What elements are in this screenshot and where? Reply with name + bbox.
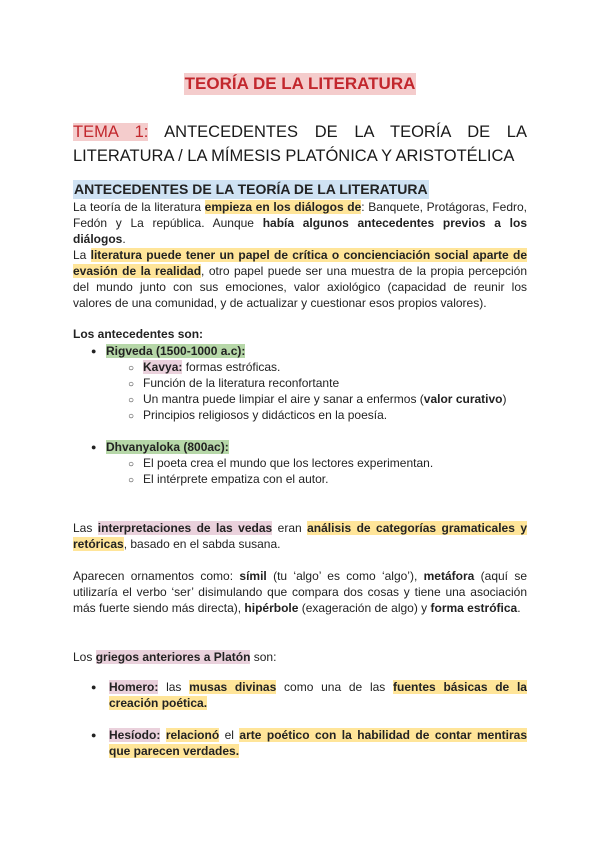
- principios-item: [128, 407, 387, 425]
- p4-text-e: (aquí se utilizaría el verbo ‘ser’ disimulando que compara dos cosas y tiene una asociación más fuerte siendo más directa),: [73, 569, 527, 615]
- homero-highlight-d: fuentes básicas de la creación poética.: [109, 680, 527, 710]
- bullet-icon: ●: [91, 442, 97, 452]
- hesiodo-text: [109, 727, 527, 759]
- p1-highlight-b: empieza en los diálogos de: [204, 200, 362, 214]
- p1-text-a: La teoría de la literatura: [73, 200, 205, 214]
- antecedentes-heading: Los antecedentes son:: [73, 327, 204, 341]
- p4-text-c: (tu ‘algo’ es como ‘algo’),: [266, 569, 424, 583]
- hesiodo-highlight-b: relacionó: [165, 728, 220, 742]
- p2-text-a: La: [73, 248, 91, 262]
- homero-text-c: como una de las: [276, 680, 394, 694]
- homero-text-a: las: [158, 680, 190, 694]
- circle-bullet-icon: ○: [128, 475, 135, 486]
- rigveda-label: Rigveda (1500-1000 a.c):: [106, 344, 246, 358]
- dhvanyaloka-label: Dhvanyaloka (800ac):: [106, 440, 229, 454]
- p4-bold-metafora: metáfora: [423, 569, 475, 583]
- hesiodo-item: [91, 727, 527, 759]
- p4-text-g: (exageración de algo) y: [298, 601, 431, 615]
- p3-text-c: eran: [272, 521, 308, 535]
- p1-text-c: : Banquete, Protágoras, Fedro, Fedón y La república. Aunque: [73, 200, 528, 230]
- hesiodo-highlight-d: arte poético con la habilidad de contar mentiras que parecen verdades.: [109, 728, 527, 758]
- kavya-text: formas estróficas.: [182, 360, 281, 374]
- poeta-text: El poeta crea el mundo que los lectores experimentan.: [143, 456, 434, 470]
- document-title: TEORÍA DE LA LITERATURA: [184, 74, 416, 93]
- title-container: [0, 73, 600, 95]
- hesiodo-label: Hesíodo:: [109, 728, 161, 742]
- tema-number: TEMA 1:: [73, 123, 149, 141]
- kavya-label: Kavya:: [143, 360, 183, 374]
- homero-item: [91, 679, 527, 711]
- rigveda-item: [91, 343, 245, 359]
- mantra-text-a: Un mantra puede limpiar el aire y sanar a enfermos (: [143, 392, 424, 406]
- paragraph-ornamentos: [73, 568, 527, 616]
- paragraph-vedas: [73, 520, 527, 552]
- p4-text-i: .: [517, 601, 521, 615]
- section-heading: ANTECEDENTES DE LA TEORÍA DE LA LITERATURA: [74, 181, 428, 197]
- p2-highlight-b: literatura puede tener un papel de crítica o concienciación social aparte de evasión de la realidad: [73, 248, 528, 278]
- tema-heading: [73, 120, 527, 168]
- funcion-text: Función de la literatura reconfortante: [143, 376, 340, 390]
- homero-highlight-b: musas divinas: [189, 680, 277, 694]
- circle-bullet-icon: ○: [128, 363, 135, 374]
- paragraph-griegos: [73, 649, 527, 665]
- p5-highlight-b: griegos anteriores a Platón: [95, 650, 251, 664]
- hesiodo-text-a: [160, 728, 165, 742]
- dhvanyaloka-item: [91, 439, 229, 455]
- p4-text-a: Aparecen ornamentos como:: [73, 569, 240, 583]
- paragraph-literatura: [73, 247, 527, 311]
- p4-bold-hiperbole: hipérbole: [244, 601, 299, 615]
- p2-text-c: , otro papel puede ser una muestra de la propia percepción del mundo junto con sus emociones, valor axiológico (capacidad de reunir los valores de una comunidad, y de actualizar y cuestionar esos propios valores).: [73, 264, 527, 310]
- p1-text-e: .: [122, 232, 126, 246]
- mantra-bold: valor curativo: [423, 392, 503, 406]
- interprete-item: [128, 471, 328, 489]
- p1-bold-d: había algunos antecedentes previos a los diálogos: [73, 216, 527, 246]
- p3-highlight-b: interpretaciones de las vedas: [97, 521, 273, 535]
- circle-bullet-icon: ○: [128, 395, 135, 406]
- p4-bold-simil: símil: [239, 569, 267, 583]
- p3-text-e: , basado en el sabda susana.: [123, 537, 281, 551]
- circle-bullet-icon: ○: [128, 379, 135, 390]
- bullet-icon: ●: [91, 730, 97, 740]
- homero-text: [109, 679, 527, 711]
- paragraph-intro: [73, 199, 527, 247]
- interprete-text: El intérprete empatiza con el autor.: [143, 472, 329, 486]
- tema-text: ANTECEDENTES DE LA TEORÍA DE LA LITERATURA / LA MÍMESIS PLATÓNICA Y ARISTOTÉLICA: [73, 123, 527, 165]
- bullet-icon: ●: [91, 682, 97, 692]
- mantra-text-c: ): [502, 392, 507, 406]
- homero-label: Homero:: [109, 680, 159, 694]
- p4-bold-forma: forma estrófica: [430, 601, 518, 615]
- bullet-icon: ●: [91, 346, 97, 356]
- circle-bullet-icon: ○: [128, 459, 135, 470]
- hesiodo-text-c: el: [219, 728, 240, 742]
- p5-text-c: son:: [250, 650, 277, 664]
- p3-highlight-d: análisis de categorías gramaticales y retóricas: [73, 521, 527, 551]
- p3-text-a: Las: [73, 521, 98, 535]
- circle-bullet-icon: ○: [128, 411, 135, 422]
- principios-text: Principios religiosos y didácticos en la poesía.: [143, 408, 388, 422]
- p5-text-a: Los: [73, 650, 96, 664]
